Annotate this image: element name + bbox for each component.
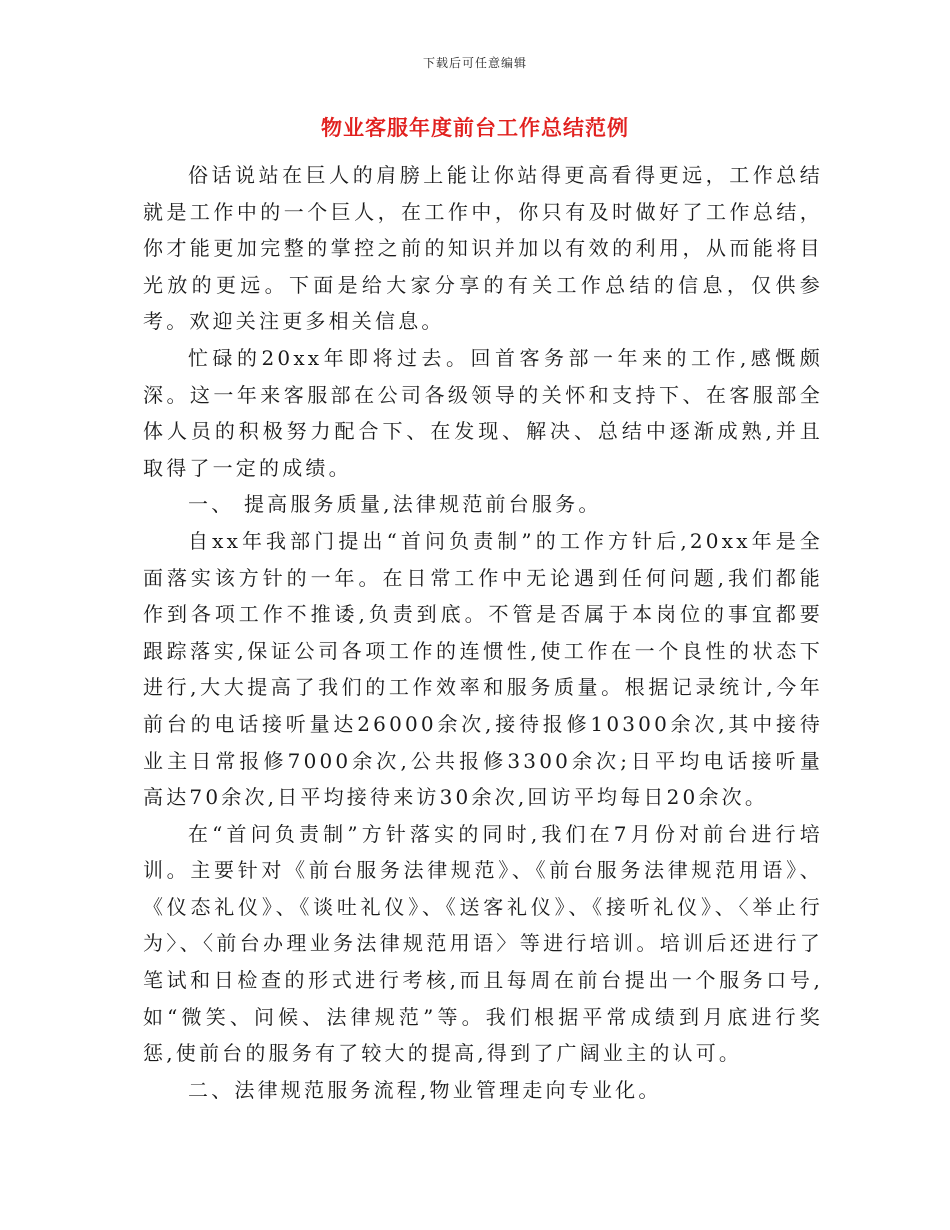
paragraph-training: 在“首问负责制”方针落实的同时,我们在7月份对前台进行培训。主要针对《前台服务法律规范》、《前台服务法律规范用语》、《仪态礼仪》、《谈吐礼仪》、《送客礼仪》、《接听礼仪》、〈举止行为〉、〈前台办理业务法律规范用语〉等进行培训。培训后还进行了笔试和日检查的形式进行考核,而且每周在前台提出一个服务口号,如“微笑、问候、法律规范”等。我们根据平常成绩到月底进行奖惩,使前台的服务有了较大的提高,得到了广阔业主的认可。	[143, 821, 823, 1066]
paragraph-year-review: 忙碌的20xx年即将过去。回首客务部一年来的工作,感慨颇深。这一年来客服部在公司各级领导的关怀和支持下、在客服部全体人员的积极努力配合下、在发现、解决、总结中逐渐成熟,并且取得了一定的成绩。	[143, 345, 823, 480]
header-note: 下载后可任意编辑	[422, 56, 527, 70]
document-title: 物业客服年度前台工作总结范例	[321, 116, 629, 140]
document-body	[143, 157, 823, 1108]
section-heading-1: 一、 提高服务质量,法律规范前台服务。	[188, 492, 602, 517]
paragraph-intro: 俗话说站在巨人的肩膀上能让你站得更高看得更远，工作总结就是工作中的一个巨人，在工作中，你只有及时做好了工作总结，你才能更加完整的掌控之前的知识并加以有效的利用，从而能将目光放的更远。下面是给大家分享的有关工作总结的信息，仅供参考。欢迎关注更多相关信息。	[143, 163, 823, 334]
paragraph-first-responsibility: 自xx年我部门提出“首问负责制”的工作方针后,20xx年是全面落实该方针的一年。在日常工作中无论遇到任何问题,我们都能作到各项工作不推诿,负责到底。不管是否属于本岗位的事宜都要跟踪落实,保证公司各项工作的连惯性,使工作在一个良性的状态下进行,大大提高了我们的工作效率和服务质量。根据记录统计,今年前台的电话接听量达26000余次,接待报修10300余次,其中接待业主日常报修7000余次,公共报修3300余次;日平均电话接听量高达70余次,日平均接待来访30余次,回访平均每日20余次。	[143, 528, 823, 810]
section-heading-2: 二、法律规范服务流程,物业管理走向专业化。	[188, 1077, 662, 1102]
